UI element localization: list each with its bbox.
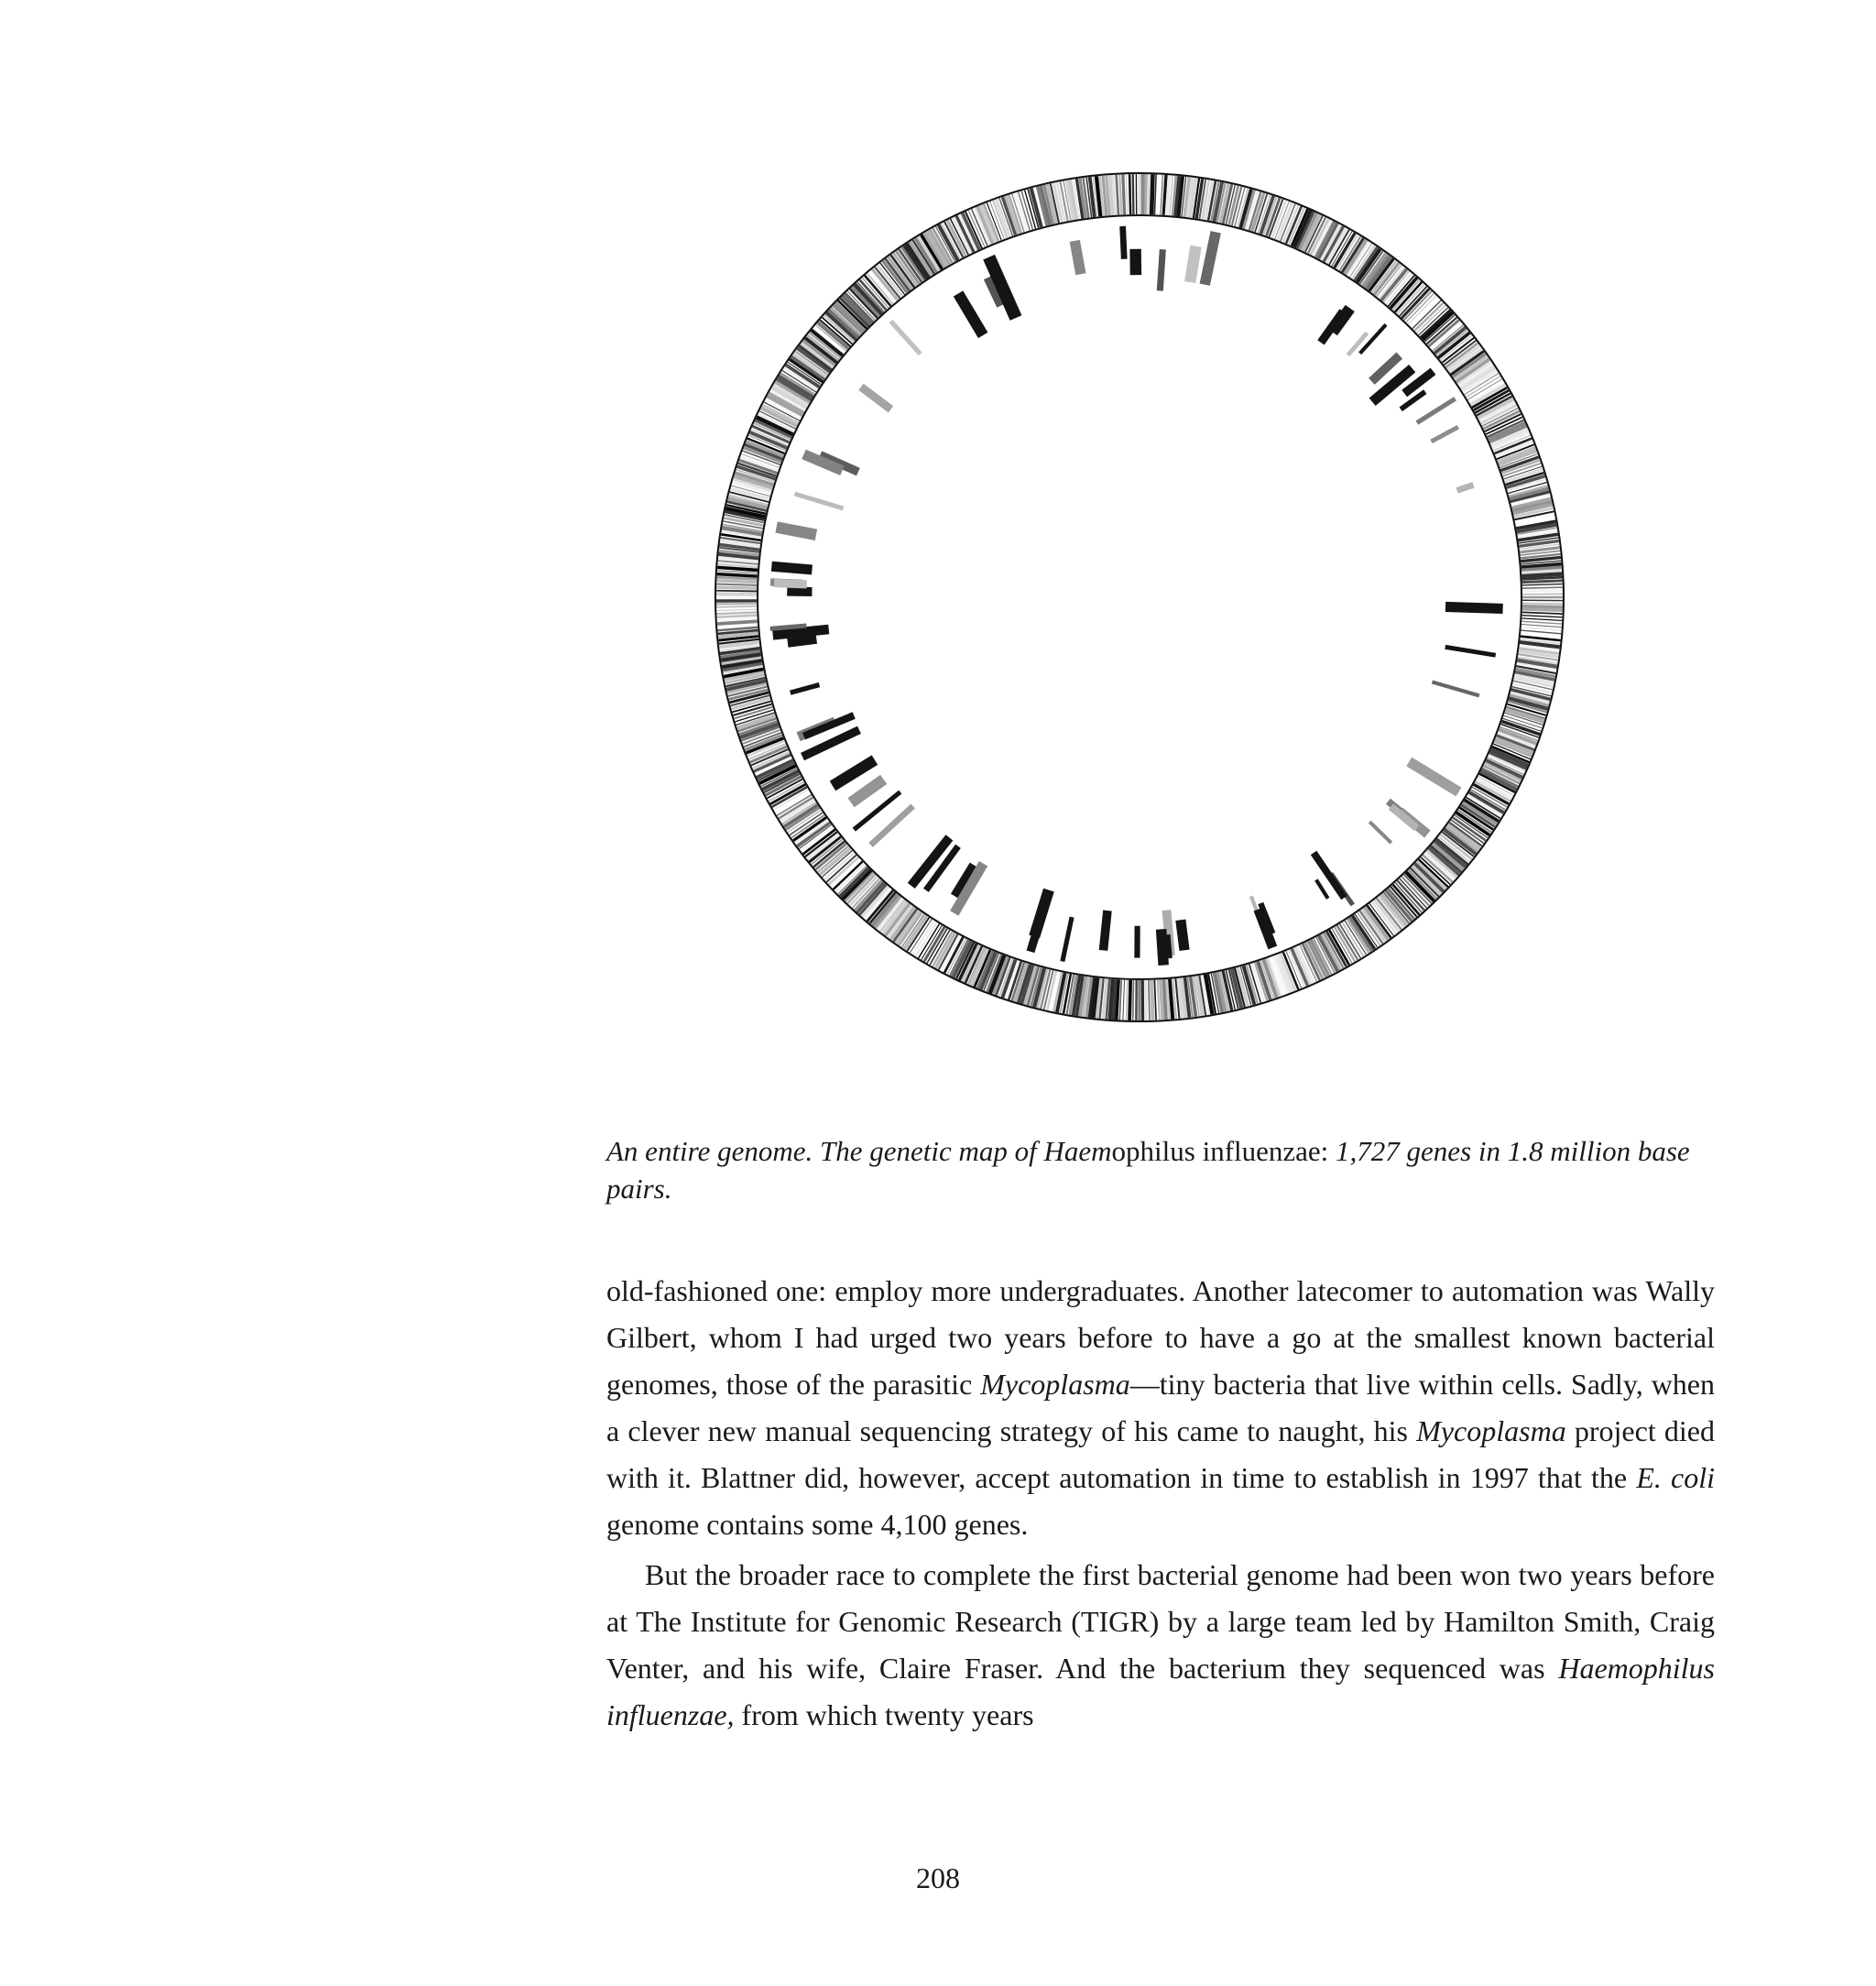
gene-band <box>1417 398 1456 422</box>
gene-bar <box>1522 612 1563 614</box>
gene-band <box>777 528 816 535</box>
gene-bar <box>1522 609 1563 610</box>
italic-run: Mycoplasma <box>980 1368 1130 1401</box>
gene-bar <box>1522 581 1563 583</box>
italic-run: Mycoplasma <box>1416 1414 1566 1447</box>
gene-bar <box>1158 175 1160 215</box>
gene-band <box>791 685 820 693</box>
text-run: project died with it. Blattner did, however, accept automation in time to establish in 1997 that the <box>606 1414 1716 1494</box>
text-run: genome contains some 4,100 genes. <box>606 1508 1029 1541</box>
gene-bar <box>1146 980 1147 1020</box>
gene-bar <box>716 581 757 583</box>
gene-bar <box>1522 606 1563 607</box>
gene-band <box>1445 647 1496 655</box>
paragraph-2 <box>606 1552 1715 1739</box>
gene-band <box>1314 853 1344 898</box>
gene-bar <box>1522 625 1562 627</box>
gene-band <box>1369 822 1391 843</box>
gene-band <box>1409 761 1458 791</box>
gene-bar <box>717 616 758 617</box>
gene-band <box>1123 226 1125 259</box>
gene-band <box>958 294 983 335</box>
gene-bar <box>1522 591 1563 592</box>
gene-bar <box>1149 174 1150 214</box>
gene-band <box>1445 606 1503 608</box>
gene-bar <box>1522 618 1562 620</box>
gene-bar <box>1133 980 1134 1020</box>
text-run: from which twenty years <box>734 1698 1034 1731</box>
gene-band <box>1316 879 1328 898</box>
gene-bar <box>716 609 757 610</box>
gene-bar <box>1129 174 1130 214</box>
caption-italic-1: An entire genome. The genetic map of Haem <box>606 1135 1112 1167</box>
caption-italic-2: 1,727 genes in 1.8 million base pairs. <box>606 1135 1690 1205</box>
gene-bar <box>1123 174 1125 214</box>
gene-bar <box>716 604 757 605</box>
gene-bar <box>1117 175 1118 215</box>
gene-band <box>1190 246 1195 282</box>
body-text <box>606 1268 1715 1739</box>
gene-bar <box>1154 174 1156 214</box>
gene-bar <box>1522 604 1563 605</box>
outer-ring-inner-edge <box>758 215 1522 979</box>
gene-band <box>833 760 875 786</box>
gene-bar <box>1151 980 1152 1020</box>
caption-roman: ophilus influenzae: <box>1111 1135 1329 1167</box>
outer-gene-ring <box>715 173 1564 1021</box>
paragraph-1 <box>606 1268 1715 1548</box>
gene-band <box>794 494 843 508</box>
gene-bar <box>1126 980 1127 1020</box>
gene-band <box>1205 232 1216 284</box>
gene-bar <box>1149 980 1150 1020</box>
gene-bar <box>1522 627 1562 630</box>
italic-run: Haemophilus influenzae, <box>606 1652 1715 1731</box>
gene-bar <box>1126 174 1127 214</box>
gene-band <box>1333 309 1350 333</box>
gene-bar <box>1146 174 1147 214</box>
gene-band <box>1074 241 1081 274</box>
gene-band <box>1401 392 1425 409</box>
gene-band <box>1168 934 1170 958</box>
gene-bar <box>717 577 758 579</box>
middle-gene-bands <box>770 226 1503 966</box>
gene-bar <box>1522 574 1562 576</box>
gene-band <box>1181 920 1184 950</box>
text-run: —tiny bacteria that live within cells. Sadly, when a clever new manual sequencing strategy of his came to naught, his <box>606 1368 1716 1447</box>
gene-band <box>1432 682 1478 695</box>
gene-band <box>771 566 812 570</box>
gene-band <box>861 387 891 409</box>
gene-band <box>1347 333 1367 355</box>
gene-band <box>1063 917 1072 961</box>
gene-bar <box>716 587 757 588</box>
gene-band <box>1431 427 1457 442</box>
gene-band <box>1457 485 1474 490</box>
italic-run: E. coli <box>1636 1461 1716 1494</box>
text-run: old-fashioned one: employ more undergraduates. Another latecomer to automation was Wally Gilbert, whom I had urged two years before to have a go at the smallest known bacterial genomes, those of the parasitic <box>606 1274 1715 1401</box>
gene-band <box>890 322 920 355</box>
gene-bar <box>717 574 758 576</box>
page-number: 208 <box>916 1861 960 1894</box>
gene-bar <box>716 591 757 592</box>
gene-band <box>1160 249 1162 290</box>
gene-bar <box>1522 616 1563 617</box>
gene-bar <box>716 606 757 607</box>
gene-bar <box>1522 587 1563 588</box>
gene-band <box>851 780 884 802</box>
gene-bar <box>1151 174 1152 214</box>
text-run: But the broader race to complete the first bacterial genome had been won two years before at The Institute for Genomic Research (TIGR) by a large team led by Hamilton Smith, Craig Venter, and his wife, Claire Fraser. And the bacterium they sequenced was <box>606 1558 1715 1685</box>
gene-bar <box>1119 175 1121 215</box>
gene-bar <box>1123 980 1125 1020</box>
gene-bar <box>1154 980 1156 1020</box>
gene-bar <box>1522 621 1562 624</box>
gene-bar <box>716 612 757 614</box>
gene-band <box>788 639 816 643</box>
gene-bar <box>1129 980 1130 1020</box>
gene-bar <box>1133 174 1134 214</box>
gene-bar <box>717 621 758 624</box>
figure-caption <box>606 1132 1724 1207</box>
gene-band <box>1103 911 1107 950</box>
gene-bar <box>1161 979 1162 1020</box>
gene-band <box>773 629 829 635</box>
gene-band <box>1162 929 1164 965</box>
gene-bar <box>1119 980 1121 1020</box>
gene-band <box>770 626 807 628</box>
